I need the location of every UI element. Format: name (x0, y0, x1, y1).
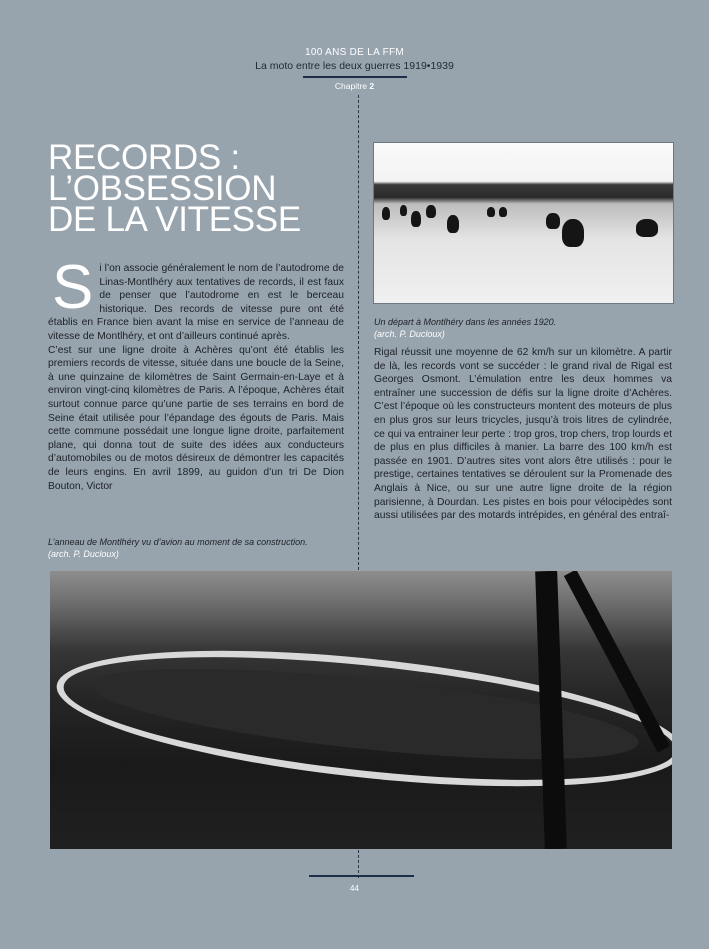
footer-rule (309, 875, 414, 877)
rider-silhouette (487, 207, 495, 217)
title-line-3: DE LA VITESSE (48, 200, 301, 239)
title-line-2: L’OBSESSION (48, 169, 277, 208)
chapter-number: 2 (369, 81, 375, 91)
paragraph-records: Rigal réussit une moyenne de 62 km/h sur un kilomètre. A partir de là, les records vont se succéder : le grand rival de Rigal est Georges Osmont. L’émulation entre les deux hommes va entraîner une succession de défis sur la ligne droite d’Achères. C’est l’époque où les constructeurs montent des moteurs de plus en plus gros sur leurs tricycles, jusqu’à trois litres de cylindrée, ce qui va entrainer leur perte : trop gros, trop chers, trop lourds et de plus en plus difficiles à manier. La barre des 100 km/h est passée en 1901. D’autres sites vont alors être utilisés : pour le prestige, certaines tentatives se déroulent sur la Promenade des Anglais à Nice, ou sur une autre ligne droite de la région parisienne, à Dourdan. Les pistes en bois pour vélocipèdes sont aussi utilisées par des motards intrépides, en général des entraî- (374, 347, 672, 522)
chapter-label (0, 81, 709, 91)
photo-race-start (374, 143, 673, 303)
series-title: 100 ANS DE LA FFM (304, 47, 405, 58)
rider-silhouette (562, 219, 584, 247)
rider-silhouette (400, 205, 407, 216)
caption-text: Un départ à Montlhéry dans les années 1920. (374, 317, 557, 327)
rider-silhouette (636, 219, 658, 237)
photo-aerial-montlhery (50, 571, 672, 849)
running-header (0, 46, 709, 91)
speed-ring-track (51, 626, 672, 810)
rider-silhouette (411, 211, 421, 227)
drop-cap: S (52, 253, 94, 322)
column-divider (358, 95, 359, 570)
article-title (48, 138, 348, 239)
header-rule (303, 76, 407, 78)
chapter-word: Chapitre (334, 81, 368, 91)
column-divider-bottom (358, 850, 359, 878)
series-subtitle: La moto entre les deux guerres 1919•1939 (255, 60, 454, 72)
rider-silhouette (382, 207, 390, 220)
paragraph-intro: i l’on associe généralement le nom de l’autodrome de Linas-Montlhéry aux tentatives de records, il est faux de penser que l’autodrome en est le berceau historique. Des records de vitesse pure ont été établis en France bien avant la mise en service de l’anneau de vitesse de Montlhéry, et ont d’ailleurs continué après. (48, 263, 344, 342)
paragraph-acheres: C’est sur une ligne droite à Achères qu’ont été établis les premiers records de vitesse, située dans une boucle de la Seine, à une quinzaine de kilomètres de Saint Germain-en-Laye et à environ vingt-cinq kilomètres de Paris. A l’époque, Achères était surtout connue parce qu’une partie de ses terrains en bord de Seine était utilisée pour l’épandage des égouts de Paris. Mais cette commune possédait une longue ligne droite, parfaitement plane, qui donna tout de suite des idées aux conducteurs d’automobiles ou de motos désireux de démontrer les capacités de leurs engins. En avril 1899, au guidon d’un tri De Dion Bouton, Victor (48, 344, 344, 492)
caption-text: L’anneau de Montlhéry vu d’avion au moment de sa construction. (48, 537, 308, 547)
caption-race-photo (374, 317, 664, 340)
page-number: 44 (350, 884, 359, 893)
rider-silhouette (426, 205, 436, 218)
article-column-left (48, 253, 344, 493)
photo-credit: (arch. P. Ducloux) (48, 548, 119, 559)
caption-aerial-photo (48, 537, 308, 560)
rider-silhouette (447, 215, 459, 233)
article-column-right (374, 346, 672, 523)
rider-silhouette (546, 213, 560, 229)
photo-credit: (arch. P. Ducloux) (374, 328, 445, 339)
rider-silhouette (499, 207, 507, 217)
title-line-1: RECORDS : (48, 138, 240, 177)
